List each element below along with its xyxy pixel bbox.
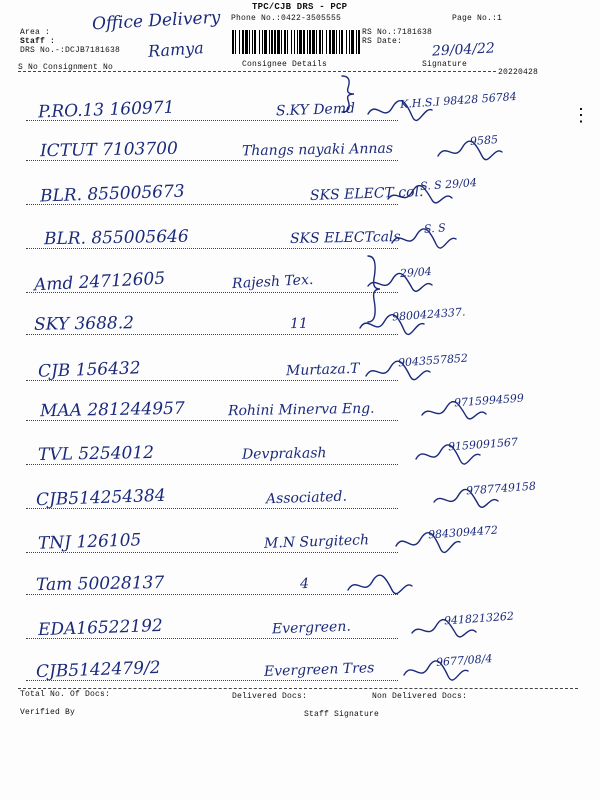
barcode-bar [322, 30, 323, 54]
barcode-bar [356, 30, 357, 54]
drs-number: DRS No.-:DCJB7181638 [20, 46, 121, 55]
barcode-bar [284, 30, 286, 54]
consignment-number: BLR. 855005673 [39, 181, 186, 207]
consignment-number: MAA 281244957 [39, 398, 185, 422]
consignment-number: Amd 24712605 [33, 268, 166, 296]
barcode-bar [249, 30, 250, 54]
barcode-bar [239, 30, 240, 54]
signature-stroke [412, 620, 476, 637]
barcode-bar [287, 30, 288, 54]
signature-stroke [368, 101, 432, 121]
consignment-number: ICTUT 7103700 [39, 138, 179, 162]
date-code: 20220428 [498, 68, 539, 77]
column-header-consignment: S No Consignment No [18, 63, 114, 72]
rs-number: RS No.:7181638 [362, 28, 433, 37]
area-label: Area : [20, 28, 51, 37]
total-docs-label: Total No. Of Docs: [20, 690, 111, 699]
signature-scribble [346, 572, 416, 598]
barcode-bar [294, 30, 295, 54]
brace-stroke [342, 76, 354, 112]
barcode-bar [262, 30, 263, 54]
consignment-number: TNJ 126105 [37, 530, 142, 554]
barcode-bar [341, 30, 343, 54]
barcode-bar [303, 30, 305, 54]
signature-scribble [366, 98, 436, 124]
barcode-bar [309, 30, 311, 54]
consignment-number: BLR. 855005646 [43, 226, 189, 250]
brace-mark [338, 74, 358, 114]
barcode-bar [277, 30, 280, 54]
footer-separator [18, 688, 578, 689]
non-delivered-docs-label: Non Delivered Docs: [372, 692, 468, 701]
barcode-bar [326, 30, 327, 54]
recipient-signature-text: S. S 29/04 [419, 176, 478, 193]
signature-scribble [410, 616, 480, 642]
barcode-bar [271, 30, 273, 54]
barcode-bar [346, 30, 347, 54]
consignment-number: CJB514254384 [35, 485, 166, 511]
consignee-name: SKS ELECTcals [289, 229, 401, 247]
signature-stroke [396, 533, 460, 553]
verified-by-label: Verified By [20, 708, 76, 717]
barcode-bar [252, 30, 253, 54]
signature-scribble [394, 530, 464, 556]
signature-scribble [420, 398, 490, 424]
consignment-number: CJB 156432 [37, 358, 141, 382]
signature-stroke [434, 489, 498, 507]
consignee-name: 4 [299, 575, 310, 593]
barcode-bar [329, 30, 331, 54]
consignee-name: Devprakash [241, 445, 327, 463]
barcode-bar [307, 30, 308, 54]
consignment-number: SKY 3688.2 [33, 313, 135, 335]
recipient-signature-text: 9418213262 [443, 609, 515, 628]
signature-stroke [392, 229, 456, 248]
recipient-signature-text: 9043557852 [397, 351, 469, 370]
barcode-bar [291, 30, 292, 54]
recipient-signature-text: 9715994599 [453, 391, 525, 410]
consignee-name: SKS ELECT col. [309, 184, 424, 204]
barcode-bar [264, 30, 267, 54]
signature-scribble [386, 182, 456, 208]
barcode-bar [319, 30, 321, 54]
consignment-number: P.RO.13 160971 [37, 97, 175, 123]
consignee-name: M.N Surgitech [263, 532, 370, 552]
consignee-name: Rajesh Tex. [231, 271, 314, 293]
page-number: Page No.:1 [452, 14, 503, 23]
recipient-signature-text: 9585 [469, 133, 499, 148]
brace-stroke [368, 256, 380, 322]
barcode-bar [349, 30, 350, 54]
column-header-signature: Signature [422, 60, 468, 69]
barcode-bar [358, 30, 360, 54]
barcode-bar [339, 30, 340, 54]
consignee-name: Evergreen. [271, 618, 352, 638]
signature-scribble [432, 486, 502, 512]
barcode-bar [336, 30, 337, 54]
signature-scribble [390, 226, 460, 252]
barcode-bar [254, 30, 256, 54]
consignment-number: CJB5142479/2 [35, 657, 161, 683]
signature-scribble [414, 442, 484, 468]
barcode-bar [299, 30, 302, 54]
recipient-signature-text: 9843094472 [427, 523, 499, 542]
barcode-bar [259, 30, 260, 54]
recipient-signature-text: S. S [423, 221, 447, 236]
signature-scribble [436, 138, 506, 164]
barcode [232, 30, 362, 54]
recipient-signature-text: 9159091567 [447, 435, 519, 454]
consignment-number: EDA16522192 [37, 615, 164, 641]
signature-stroke [388, 186, 452, 203]
consignee-name: Rohini Minerva Eng. [227, 400, 375, 420]
signature-stroke [366, 361, 430, 379]
recipient-signature-text: K.H.S.I 98428 56784 [399, 89, 518, 112]
barcode-bar [332, 30, 335, 54]
barcode-bar [232, 30, 234, 54]
staff-signature-label: Staff Signature [304, 710, 380, 719]
recipient-signature-text: 9787749158 [465, 479, 537, 498]
signature-stroke [416, 445, 480, 464]
staff-label: Staff : [20, 37, 56, 46]
signature-stroke [438, 141, 502, 159]
document-title: TPC/CJB DRS - PCP [252, 2, 348, 12]
signature-stroke [422, 402, 486, 419]
consignee-name: Evergreen Tres [263, 660, 375, 680]
column-header-consignee: Consignee Details [242, 60, 328, 69]
signature-scribble [402, 658, 472, 684]
consignee-name: Murtaza.T [285, 360, 360, 380]
barcode-bar [269, 30, 270, 54]
barcode-bar [235, 30, 236, 54]
staff-handwritten: Ramya [147, 38, 205, 61]
barcode-bar [245, 30, 248, 54]
recipient-signature-text: 9677/08/4 [435, 652, 493, 669]
scan-mark: ⋮ [572, 105, 590, 126]
barcode-bar [316, 30, 317, 54]
consignee-name: Associated. [265, 488, 348, 508]
barcode-bar [274, 30, 276, 54]
barcode-bar [297, 30, 298, 54]
barcode-bar [242, 30, 244, 54]
barcode-bar [351, 30, 354, 54]
signature-scribble [364, 358, 434, 384]
phone-number: Phone No.:0422-3505555 [231, 14, 342, 23]
barcode-bar [281, 30, 282, 54]
rs-date-value: 29/04/22 [431, 40, 496, 60]
barcode-bar [312, 30, 315, 54]
consignee-name: 11 [289, 315, 308, 333]
rs-date-label: RS Date: [362, 37, 403, 46]
header-separator [18, 71, 496, 72]
row-dotted-line [26, 334, 398, 335]
consignee-name: S.KY Demd [275, 100, 356, 120]
consignment-number: Tam 50028137 [35, 572, 165, 596]
consignment-number: TVL 5254012 [37, 442, 155, 466]
area-handwritten: Office Delivery [91, 7, 221, 35]
consignee-name: Thangs nayaki Annas [241, 140, 394, 160]
signature-stroke [404, 661, 468, 680]
recipient-signature-text: 29/04 [399, 264, 433, 281]
brace-mark [364, 254, 384, 324]
delivered-docs-label: Delivered Docs: [232, 692, 308, 701]
signature-stroke [348, 575, 412, 593]
recipient-signature-text: 9800424337. [391, 305, 466, 324]
